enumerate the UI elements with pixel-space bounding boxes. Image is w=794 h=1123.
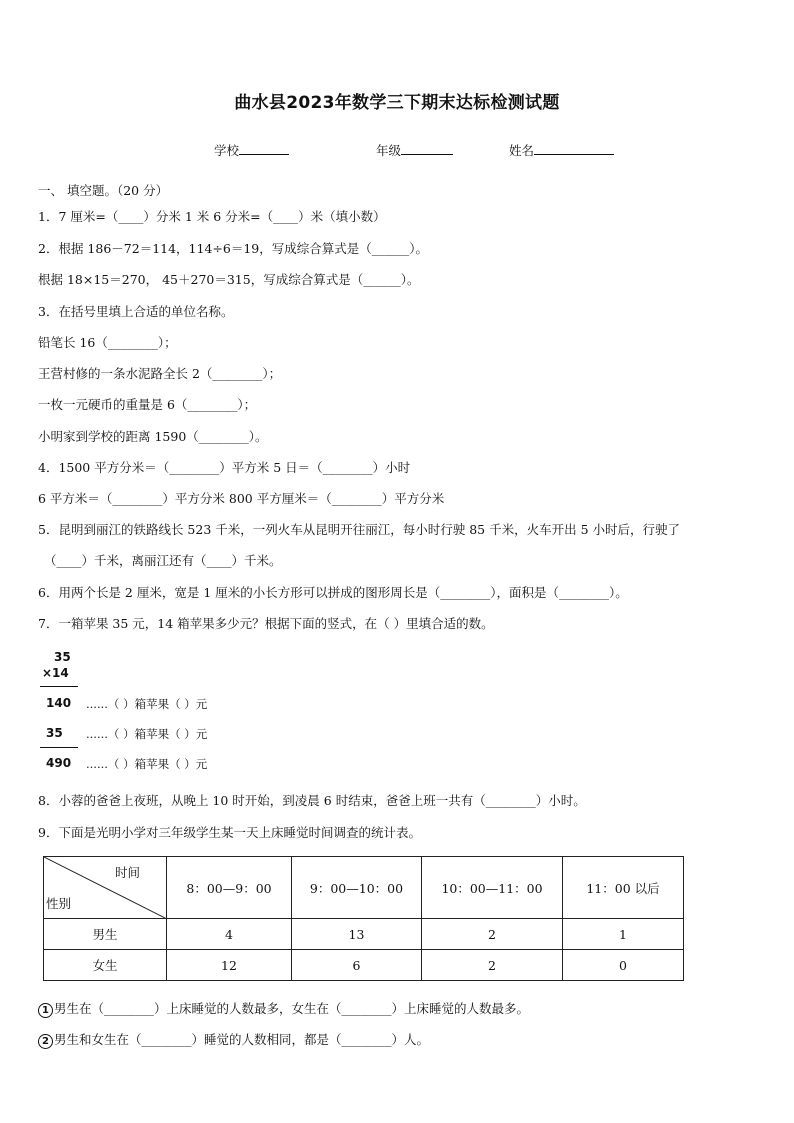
table-header-cell: 9：00—10：00 [292, 857, 422, 919]
question-3b: 王营村修的一条水泥路全长 2（________）； [38, 366, 282, 381]
table-header-cell: 11：00 以后 [563, 857, 684, 919]
grade-label: 年级 [376, 143, 402, 158]
question-5a: 5．昆明到丽江的铁路线长 523 千米，一列火车从昆明开往丽江，每小时行驶 85 千米，火车开出 5 小时后，行驶了 [38, 522, 681, 537]
vertical-row-2: ......（ ）箱苹果（ ）元 [86, 727, 208, 741]
sub-question-1-text: 男生在（________）上床睡觉的人数最多，女生在（________）上床睡觉的人数最多。 [54, 1001, 530, 1016]
vertical-result: 490 [46, 756, 72, 770]
vertical-row-1: ......（ ）箱苹果（ ）元 [86, 697, 208, 711]
table-header-row [44, 857, 684, 919]
vertical-row-3: ......（ ）箱苹果（ ）元 [86, 757, 208, 771]
page-title: 曲水县2023年数学三下期末达标检测试题 [234, 93, 560, 113]
name-field [509, 141, 614, 159]
survey-table [43, 856, 684, 981]
vertical-partial-2: 35 [46, 726, 63, 740]
table-cell: 13 [292, 919, 422, 950]
vertical-multiplicand: 35 [54, 650, 71, 664]
corner-label-gender: 性别 [46, 896, 72, 911]
corner-label-time: 时间 [114, 865, 140, 880]
table-cell: 2 [422, 950, 563, 981]
name-blank[interactable] [534, 141, 614, 155]
table-row-label: 男生 [44, 919, 167, 950]
sub-question-2-text: 男生和女生在（________）睡觉的人数相同，都是（________）人。 [54, 1032, 430, 1047]
name-label: 姓名 [509, 143, 535, 158]
question-3d: 小明家到学校的距离 1590（________）。 [38, 429, 268, 444]
table-cell: 4 [167, 919, 292, 950]
question-4b: 6 平方米＝（________）平方分米 800 平方厘米＝（________）平方分米 [38, 491, 445, 506]
question-1: 1．7 厘米=（____）分米 1 米 6 分米=（____）米（填小数） [38, 209, 386, 224]
table-row-label: 女生 [44, 950, 167, 981]
question-5b: （____）千米，离丽江还有（____）千米。 [44, 553, 282, 568]
table-header-cell: 10：00—11：00 [422, 857, 563, 919]
circled-number-1: 1 [38, 1003, 53, 1018]
vertical-rule-1 [40, 686, 78, 687]
table-cell: 1 [563, 919, 684, 950]
table-header-cell: 8：00—9：00 [167, 857, 292, 919]
vertical-partial-1: 140 [46, 696, 72, 710]
sub-question-2 [38, 1030, 429, 1049]
school-field [214, 141, 289, 159]
question-3: 3．在括号里填上合适的单位名称。 [38, 304, 234, 319]
school-blank[interactable] [239, 141, 289, 155]
table-row [44, 950, 684, 981]
table-cell: 2 [422, 919, 563, 950]
table-cell: 12 [167, 950, 292, 981]
sub-question-1 [38, 999, 529, 1018]
table-cell: 0 [563, 950, 684, 981]
question-2b: 根据 18×15＝270， 45＋270＝315，写成综合算式是（______）。 [38, 272, 420, 287]
grade-blank[interactable] [401, 141, 453, 155]
question-8: 8．小蓉的爸爸上夜班，从晚上 10 时开始，到凌晨 6 时结束，爸爸上班一共有（________）小时。 [38, 793, 586, 808]
question-3c: 一枚一元硬币的重量是 6（________）； [38, 397, 257, 412]
question-6: 6．用两个长是 2 厘米，宽是 1 厘米的小长方形可以拼成的图形周长是（________），面积是（________）。 [38, 585, 628, 600]
circled-number-2: 2 [38, 1034, 53, 1049]
section-heading: 一、 填空题。（20 分） [38, 183, 169, 198]
table-corner-cell [44, 857, 167, 919]
grade-field [376, 141, 453, 159]
school-label: 学校 [214, 143, 240, 158]
table-cell: 6 [292, 950, 422, 981]
question-2: 2．根据 186－72＝114，114÷6＝19，写成综合算式是（______）。 [38, 241, 428, 256]
table-row [44, 919, 684, 950]
vertical-multiplier: ×14 [42, 666, 69, 680]
question-3a: 铅笔长 16（________）； [38, 335, 177, 350]
question-7: 7．一箱苹果 35 元，14 箱苹果多少元？根据下面的竖式，在（ ）里填合适的数。 [38, 616, 494, 631]
vertical-rule-2 [40, 747, 78, 748]
question-9: 9．下面是光明小学对三年级学生某一天上床睡觉时间调查的统计表。 [38, 825, 421, 840]
question-4a: 4．1500 平方分米＝（________）平方米 5 日＝（________）小时 [38, 460, 411, 475]
